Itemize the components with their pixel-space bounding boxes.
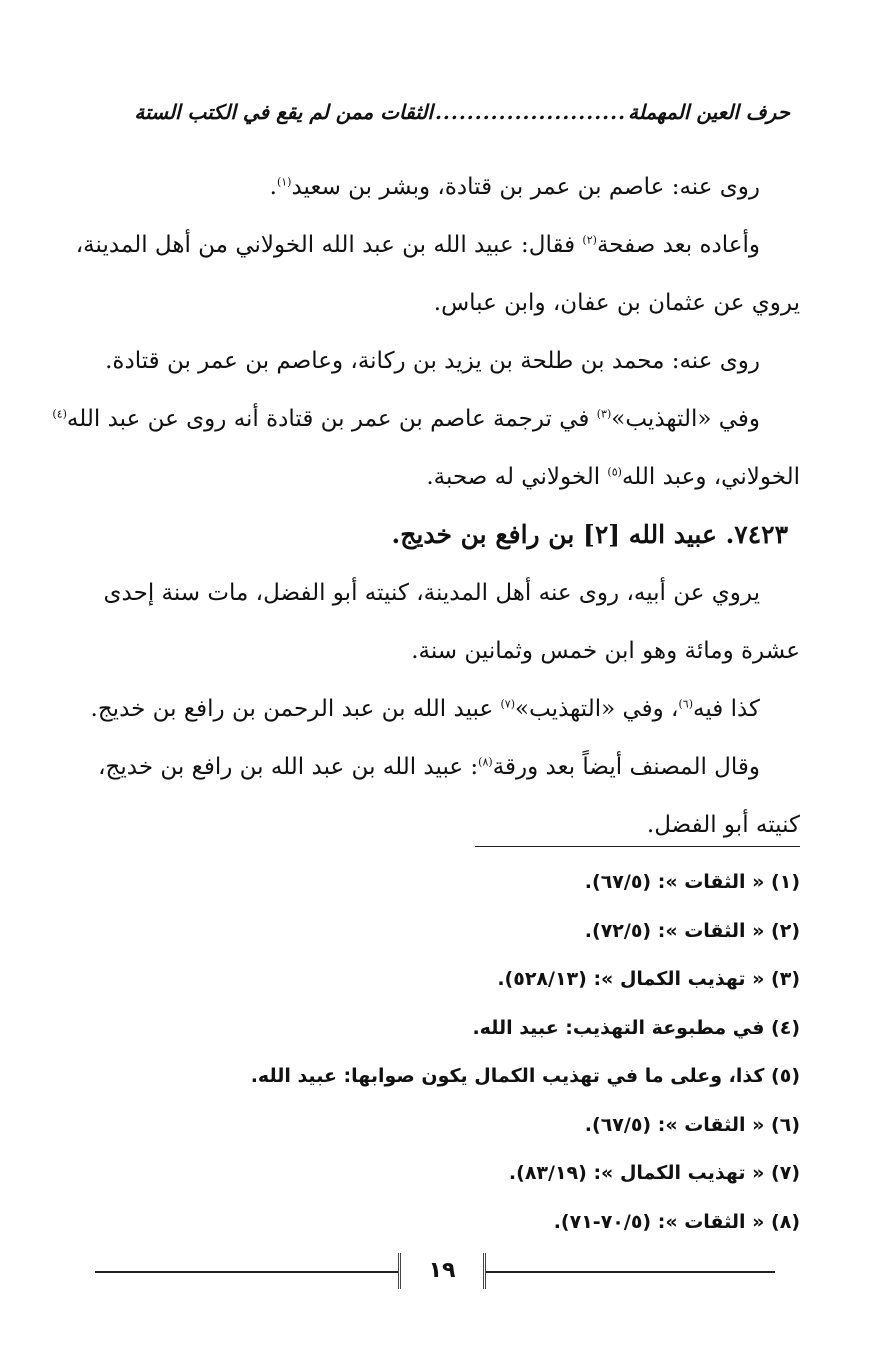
footnote-item: (٥) كذا، وعلى ما في تهذيب الكمال يكون صوابها: عبيد الله. — [250, 1065, 800, 1087]
header-book-title: الثقات ممن لم يقع في الكتب الستة — [134, 100, 433, 124]
footnote-item: (١) « الثقات »: (٦٧/٥). — [584, 871, 800, 893]
text-span: الخولاني له صحبة. — [426, 464, 608, 490]
text-line — [75, 216, 800, 274]
text-span: روى عنه: عاصم بن عمر بن قتادة، وبشر بن سعيد — [291, 174, 760, 200]
footnotes — [200, 858, 800, 1246]
running-header — [134, 100, 790, 134]
text-line — [100, 332, 800, 390]
header-chapter-title: حرف العين المهملة — [628, 100, 790, 124]
footnote-ref: (٧) — [500, 697, 516, 711]
footnote-ref: (٢) — [582, 233, 597, 247]
entry-heading: ٧٤٢٣. عبيد الله [٢] بن رافع بن خديج. — [391, 520, 788, 549]
text-span: فقال: عبيد الله بن عبد الله الخولاني من أهل المدينة، — [75, 232, 583, 258]
footnote-ref: (٤) — [52, 407, 67, 421]
text-span: وقال المصنف أيضاً بعد ورقة — [492, 754, 760, 780]
page-footer — [95, 1253, 775, 1293]
text-span: عشرة ومائة وهو ابن خمس وثمانين سنة. — [411, 638, 800, 664]
main-text — [52, 158, 800, 854]
text-span: ، وفي «التهذيب» — [515, 696, 679, 722]
text-span: يروي عن أبيه، روى عنه أهل المدينة، كنيته أبو الفضل، مات سنة إحدى — [103, 580, 760, 606]
text-line — [100, 738, 800, 796]
text-span: : عبيد الله بن عبد الله بن رافع بن خديج، — [98, 754, 479, 780]
text-line — [100, 564, 800, 622]
text-span: كذا فيه — [693, 696, 760, 722]
text-span: وفي «التهذيب» — [611, 406, 760, 432]
footnote-item: (٨) « الثقات »: (٧٠/٥-٧١). — [553, 1210, 800, 1233]
text-span: روى عنه: محمد بن طلحة بن يزيد بن ركانة، وعاصم بن عمر بن قتادة. — [105, 348, 760, 374]
text-span: في ترجمة عاصم بن عمر بن قتادة أنه روى عن عبد الله — [66, 406, 597, 432]
footnote-item: (٦) « الثقات »: (٦٧/٥). — [584, 1113, 800, 1136]
footnote-item: (٤) في مطبوعة التهذيب: عبيد الله. — [472, 1016, 800, 1039]
footnote-separator — [475, 846, 800, 847]
text-line — [100, 274, 800, 332]
text-span: يروي عن عثمان بن عفان، وابن عباس. — [433, 290, 800, 316]
footnote-item: (٢) « الثقات »: (٧٢/٥). — [584, 919, 800, 942]
footnote-item: (٧) « تهذيب الكمال »: (٨٣/١٩). — [508, 1162, 800, 1184]
footnote-ref: (٨) — [478, 755, 493, 769]
text-span: وأعاده بعد صفحة — [596, 232, 760, 258]
text-line — [100, 622, 800, 680]
text-line — [90, 680, 800, 738]
page-number: ١٩ — [398, 1253, 486, 1289]
text-line — [100, 448, 800, 506]
footnote-item: (٣) « تهذيب الكمال »: (٥٢٨/١٣). — [497, 968, 800, 990]
text-span: . — [269, 174, 277, 200]
text-span: كنيته أبو الفضل. — [646, 812, 800, 838]
footnote-ref: (٥) — [607, 465, 622, 479]
footnote-ref: (٣) — [596, 407, 612, 421]
header-dot-leader: ........................ — [434, 100, 627, 124]
text-span: الخولاني، وعبد الله — [621, 464, 800, 490]
text-line — [100, 158, 800, 216]
footnote-ref: (١) — [276, 175, 292, 189]
text-span: عبيد الله بن عبد الرحمن بن رافع بن خديج. — [90, 696, 501, 722]
text-line — [52, 390, 800, 448]
footnote-ref: (٦) — [678, 697, 693, 711]
